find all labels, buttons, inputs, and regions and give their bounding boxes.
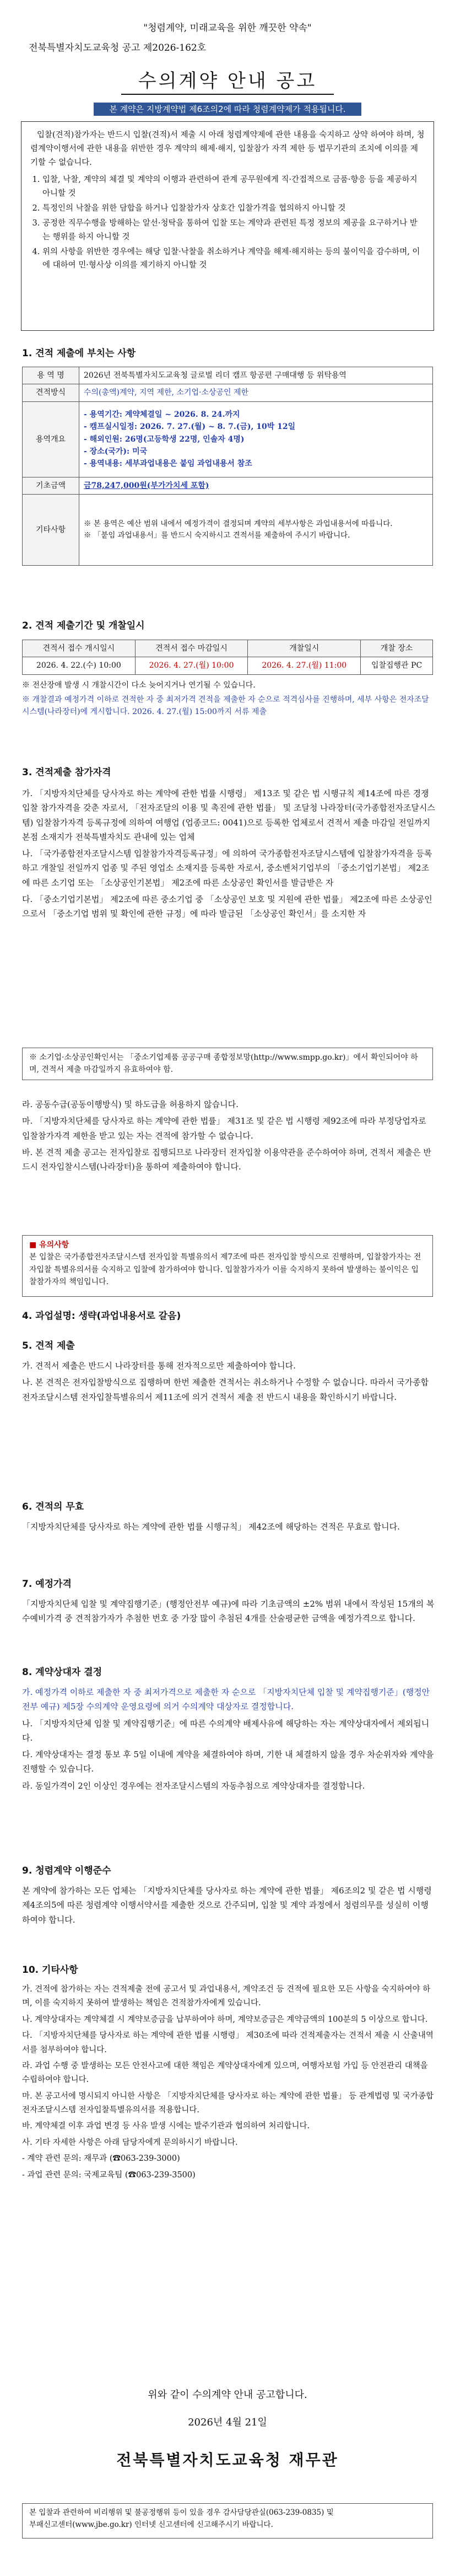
table-header-row bbox=[23, 640, 433, 657]
table-row bbox=[23, 477, 433, 494]
table-header-cell: 견적방식 bbox=[23, 384, 79, 401]
section-2-table bbox=[22, 640, 433, 675]
service-name-cell: 2026년 전북특별자치도교육청 글로벌 리더 캠프 항공편 구매대행 등 위탁용역 bbox=[79, 367, 433, 384]
paragraph: 다. 계약상대자는 결정 통보 후 5일 이내에 계약을 체결하여야 하며, 기한 내 체결하지 않을 경우 차순위자와 계약을 진행할 수 있습니다. bbox=[22, 1749, 434, 1774]
paragraph: 마. 「지방자치단체를 당사자로 하는 계약에 관한 법률」 제31조 및 같은 법 시행령 제92조에 따라 부정당업자로 입찰참가자격 제한을 받고 있는 자는 견적에 참가할 수 없습니다. bbox=[22, 1116, 426, 1141]
table-header-cell: 용역개요 bbox=[23, 401, 79, 477]
intro-item: 1. 입찰, 낙찰, 계약의 체결 및 계약의 이행과 관련하여 관계 공무원에게 직·간접적으로 금품·향응 등을 제공하지 아니할 것 bbox=[42, 173, 425, 201]
report-notice-line: 본 입찰과 관련하여 비리행위 및 불공정행위 등이 있을 경우 감사담당관실(063-239-0835) 및 bbox=[29, 2508, 334, 2517]
notice-date: 2026년 4월 21일 bbox=[188, 2417, 267, 2428]
section-6-title: 6. 견적의 무효 bbox=[22, 1501, 84, 1512]
closing-text: 위와 같이 수의계약 안내 공고합니다. bbox=[148, 2389, 307, 2401]
intro-item: 2. 특정인의 낙찰을 위한 담합을 하거나 입찰참가자 상호간 입찰가격을 협의하지 아니할 것 bbox=[42, 202, 425, 216]
table-row bbox=[23, 384, 433, 401]
section-2-note: ※ 전산장애 발생 시 개찰시간이 다소 늦어지거나 연기될 수 있습니다. bbox=[22, 681, 256, 690]
contact-line: - 계약 관련 문의: 재무과 (☎063-239-3000) bbox=[22, 2154, 180, 2164]
issuer-name: 전북특별자치도교육청 재무관 bbox=[116, 2451, 339, 2469]
table-header-cell: 용 역 명 bbox=[23, 367, 79, 384]
contact-line: - 과업 관련 문의: 국제교육팀 (☎063-239-3500) bbox=[22, 2170, 196, 2180]
section-6-body bbox=[22, 1520, 435, 1536]
section-9-body bbox=[22, 1883, 435, 1929]
certificate-note-box: ※ 소기업·소상공인확인서는 「중소기업제품 공공구매 종합정보망(http://www.smpp.go.kr)」에서 확인되어야 하며, 견적서 제출 마감일까지 유효하여야 함. bbox=[22, 1048, 433, 1080]
opening-datetime-cell: 2026. 4. 27.(월) 11:00 bbox=[248, 657, 361, 674]
intro-item: 3. 공정한 직무수행을 방해하는 알선·청탁을 통하여 입찰 또는 계약과 관련된 특정 정보의 제공을 요구하거나 받는 행위를 하지 아니할 것 bbox=[42, 217, 425, 244]
section-10-body bbox=[22, 1983, 435, 2185]
column-header: 개찰일시 bbox=[248, 640, 361, 657]
paragraph: 나. 계약상대자는 계약체결 시 계약보증금을 납부하여야 하며, 계약보증금은 계약금액의 100분의 5 이상으로 합니다. bbox=[22, 2015, 428, 2024]
section-2-note bbox=[22, 694, 435, 718]
table-row bbox=[23, 495, 433, 566]
start-datetime-cell: 2026. 4. 22.(수) 10:00 bbox=[23, 657, 136, 674]
notice-number: 전북특별자치도교육청 공고 제2026-162호 bbox=[29, 42, 207, 53]
paragraph: 라. 과업 수행 중 발생하는 모든 안전사고에 대한 책임은 계약상대자에게 있으며, 여행자보험 가입 등 안전관리 대책을 수립하여야 합니다. bbox=[22, 2061, 428, 2085]
section-3-body-2 bbox=[22, 1097, 435, 1176]
paragraph: 「지방자치단체를 당사자로 하는 계약에 관한 법률 시행규칙」 제42조에 해당하는 견적은 무효로 합니다. bbox=[22, 1522, 400, 1532]
section-8-title: 8. 계약상대자 결정 bbox=[22, 1667, 102, 1678]
paragraph: 나. 본 견적은 전자입찰방식으로 집행하며 한번 제출한 견적서는 취소하거나 수정할 수 없습니다. 따라서 국가종합전자조달시스템 전자입찰특별유의서 제11조에 의거 견적서 제출 전 반드시 내용을 확인하시기 바랍니다. bbox=[22, 1377, 429, 1402]
section-1-table bbox=[22, 367, 433, 566]
title-underline bbox=[121, 94, 334, 95]
table-row bbox=[23, 367, 433, 384]
deadline-datetime-cell: 2026. 4. 27.(월) 10:00 bbox=[135, 657, 248, 674]
section-8-body bbox=[22, 1685, 435, 1795]
intro-lead: 입찰(견적)참가자는 반드시 입찰(견적)서 제출 시 아래 청렴계약제에 관한 내용을 숙지하고 상약 하여야 하며, 청렴계약이행서에 관한 내용을 위반한 경우 계약의 해제·해지, 입찰참가 자격 제한 등 법무기관의 조치에 이의를 제기할 수 없습니다. bbox=[30, 131, 425, 167]
section-10-title: 10. 기타사항 bbox=[22, 1965, 78, 1976]
paragraph: 본 계약에 참가하는 모든 업체는 「지방자치단체를 당사자로 하는 계약에 관한 법률」 제6조의2 및 같은 법 시행령 제4조의5에 따른 청렴계약 이행서약서를 제출한 것으로 간주되며, 입찰 및 계약 과정에서 청렴의무를 성실히 이행하여야 합니다. bbox=[22, 1886, 432, 1925]
caution-text: 본 입찰은 국가종합전자조달시스템 전자입찰 특별유의서 제7조에 따른 전자입찰 방식으로 진행하며, 입찰참가자는 전자입찰 특별유의서를 숙지하고 입찰에 참가하여야 합니다. 입찰참가자가 이를 숙지하지 못하여 발생하는 불이익은 입찰참가자의 책임입니다. bbox=[29, 1253, 421, 1287]
paragraph: 가. 「지방자치단체를 당사자로 하는 계약에 관한 법률 시행령」 제13조 및 같은 법 시행규칙 제14조에 따른 경쟁입찰 참가자격을 갖춘 자로서, 「전자조달의 이용 및 촉진에 관한 법률」 및 조달청 나라장터(국가종합전자조달시스템) 입찰참가자격 등록규정에 의하여 여행업 (업종코드: 0041)으로 등록한 업체로서 견적서 제출 마감일 전일까지 본점 소재지가 전북특별자치도 관내에 있는 업체 bbox=[22, 788, 435, 842]
paragraph: 마. 본 공고서에 명시되지 아니한 사항은 「지방자치단체를 당사자로 하는 계약에 관한 법률」 등 관계법령 및 국가종합전자조달시스템 전자입찰특별유의서를 적용합니다. bbox=[22, 2091, 434, 2115]
paragraph: 라. 동일가격이 2인 이상인 경우에는 전자조달시스템의 자동추첨으로 계약상대자를 결정합니다. bbox=[22, 1780, 365, 1791]
section-7-body bbox=[22, 1597, 435, 1628]
table-row bbox=[23, 657, 433, 674]
paragraph: 다. 「중소기업기본법」 제2조에 따른 중소기업 중 「소상공인 보호 및 지원에 관한 법률」 제2조에 따른 소상공인으로서 「중소기업 범위 및 확인에 관한 규정」에 따라 발급된 「소상공인 확인서」를 소지한 자 bbox=[22, 894, 432, 919]
section-5-title: 5. 견적 제출 bbox=[22, 1340, 75, 1351]
paragraph: 사. 기타 자세한 사항은 아래 담당자에게 문의하시기 바랍니다. bbox=[22, 2138, 238, 2147]
other-notes-cell: ※ 본 용역은 예산 범위 내에서 예정가격이 결정되며 계약의 세부사항은 과업내용서에 따릅니다. ※ 「붙임 과업내용서」를 반드시 숙지하시고 견적서를 제출하여 주시기 바랍니다. bbox=[79, 495, 433, 566]
paragraph: 나. 「지방자치단체 입찰 및 계약집행기준」에 따른 수의계약 배제사유에 해당하는 자는 계약상대자에서 제외됩니다. bbox=[22, 1718, 430, 1743]
paragraph: 다. 「지방자치단체를 당사자로 하는 계약에 관한 법률 시행령」 제30조에 따라 견적제출자는 견적서 제출 시 산출내역서를 첨부하여야 합니다. bbox=[22, 2031, 434, 2054]
slogan: "청렴계약, 미래교육을 위한 깨끗한 약속" bbox=[143, 23, 312, 34]
intro-item: 4. 위의 사항을 위반한 경우에는 해당 입찰·낙찰을 취소하거나 계약을 해제·해지하는 등의 불이익을 감수하며, 이에 대하여 민·형사상 이의를 제기하지 아니할 것 bbox=[42, 245, 425, 273]
page-title: 수의계약 안내 공고 bbox=[138, 70, 317, 92]
opening-place-cell: 입찰집행관 PC bbox=[361, 657, 433, 674]
paragraph: 바. 계약체결 이후 과업 변경 등 사유 발생 시에는 발주기관과 협의하여 처리합니다. bbox=[22, 2122, 310, 2131]
section-7-title: 7. 예정가격 bbox=[22, 1579, 72, 1590]
table-header-cell: 기초금액 bbox=[23, 477, 79, 494]
paragraph: 바. 본 견적 제출 공고는 전자입찰로 집행되므로 나라장터 전자입찰 이용약관을 준수하여야 하며, 견적서 제출은 반드시 전자입찰시스템(나라장터)을 통하여 제출하여야 합니다. bbox=[22, 1147, 431, 1172]
section-2-title: 2. 견적 제출기간 및 개찰일시 bbox=[22, 620, 145, 631]
paragraph: 가. 견적서 제출은 반드시 나라장터를 통해 전자적으로만 제출하여야 합니다. bbox=[22, 1361, 296, 1371]
table-header-cell: 기타사항 bbox=[23, 495, 79, 566]
section-5-body bbox=[22, 1359, 435, 1407]
column-header: 견적서 접수 개시일시 bbox=[23, 640, 136, 657]
integrity-intro-box bbox=[21, 121, 434, 331]
section-4-title: 4. 과업설명: 생략(과업내용서로 갈음) bbox=[22, 1311, 181, 1322]
service-overview-cell: - 용역기간: 계약체결일 ~ 2026. 8. 24.까지 - 캠프실시일정: 2026. 7. 27.(월) ~ 8. 7.(금), 10박 12일 - 해외인원: 26명(고등학생 22명, 인솔자 4명) - 장소(국가): 미국 - 용역내용: 세부과업내용은 붙임 과업내용서 참조 bbox=[79, 401, 433, 477]
integrity-contract-banner: 본 계약은 지방계약법 제6조의2에 따라 청렴계약제가 적용됩니다. bbox=[94, 103, 361, 116]
column-header: 개찰 장소 bbox=[361, 640, 433, 657]
paragraph: 라. 공동수급(공동이행방식) 및 하도급을 허용하지 않습니다. bbox=[22, 1099, 239, 1109]
section-3-title: 3. 견적제출 참가자격 bbox=[22, 767, 111, 778]
caution-box bbox=[22, 1235, 433, 1297]
paragraph: 가. 예정가격 이하로 제출한 자 중 최저가격으로 제출한 자 순으로 「지방자치단체 입찰 및 계약집행기준」(행정안전부 예규) 제5장 수의계약 운영요령에 의거 수의계약 대상자로 결정합니다. bbox=[22, 1687, 430, 1712]
table-row bbox=[23, 401, 433, 477]
section-9-title: 9. 청렴계약 이행준수 bbox=[22, 1865, 111, 1876]
intro-list bbox=[30, 173, 425, 273]
paragraph: 가. 견적에 참가하는 자는 견적제출 전에 공고서 및 과업내용서, 계약조건 등 견적에 필요한 모든 사항을 숙지하여야 하며, 이를 숙지하지 못하여 발생하는 책임은 견적참가자에게 있습니다. bbox=[22, 1985, 431, 2008]
report-notice-line: 부패신고센터(www.jbe.go.kr) 인터넷 신고센터에 신고해주시기 바랍니다. bbox=[29, 2520, 273, 2529]
base-amount-cell: 금78,247,000원(부가가치세 포함) bbox=[79, 477, 433, 494]
section-2-note-text: ※ 개찰결과 예정가격 이하로 견적한 자 중 최저가격 견적을 제출한 자 순으로 적격심사를 진행하며, 세부 사항은 전자조달시스템(나라장터)에 게시합니다. 2026. 4. 27.(월) 15:00까지 서류 제출 bbox=[22, 695, 429, 717]
section-1-title: 1. 견적 제출에 부치는 사항 bbox=[22, 348, 136, 359]
bid-method-cell: 수의(총액)계약, 지역 제한, 소기업·소상공인 제한 bbox=[79, 384, 433, 401]
column-header: 견적서 접수 마감일시 bbox=[135, 640, 248, 657]
caution-label: ■ 유의사항 bbox=[29, 1241, 69, 1249]
report-notice-box bbox=[22, 2503, 433, 2539]
paragraph: 「지방자치단체 입찰 및 계약집행기준」(행정안전부 예규)에 따라 기초금액의 ±2% 범위 내에서 작성된 15개의 복수예비가격 중 견적참가자가 추첨한 번호 중 가장 많이 추첨된 4개를 산술평균한 금액을 예정가격으로 합니다. bbox=[22, 1599, 435, 1624]
section-3-body bbox=[22, 786, 435, 923]
paragraph: 나. 「국가종합전자조달시스템 입찰참가자격등록규정」에 의하여 국가종합전자조달시스템에 입찰참가자격을 등록하고 개찰일 전일까지 업종 및 주된 영업소 소재지를 등록한 자로서, 중소벤처기업부의 「중소기업기본법」 제2조에 따른 소기업 또는 「소상공인기본법」 제2조에 따른 소상공인 확인서를 발급받은 자 bbox=[22, 849, 432, 888]
